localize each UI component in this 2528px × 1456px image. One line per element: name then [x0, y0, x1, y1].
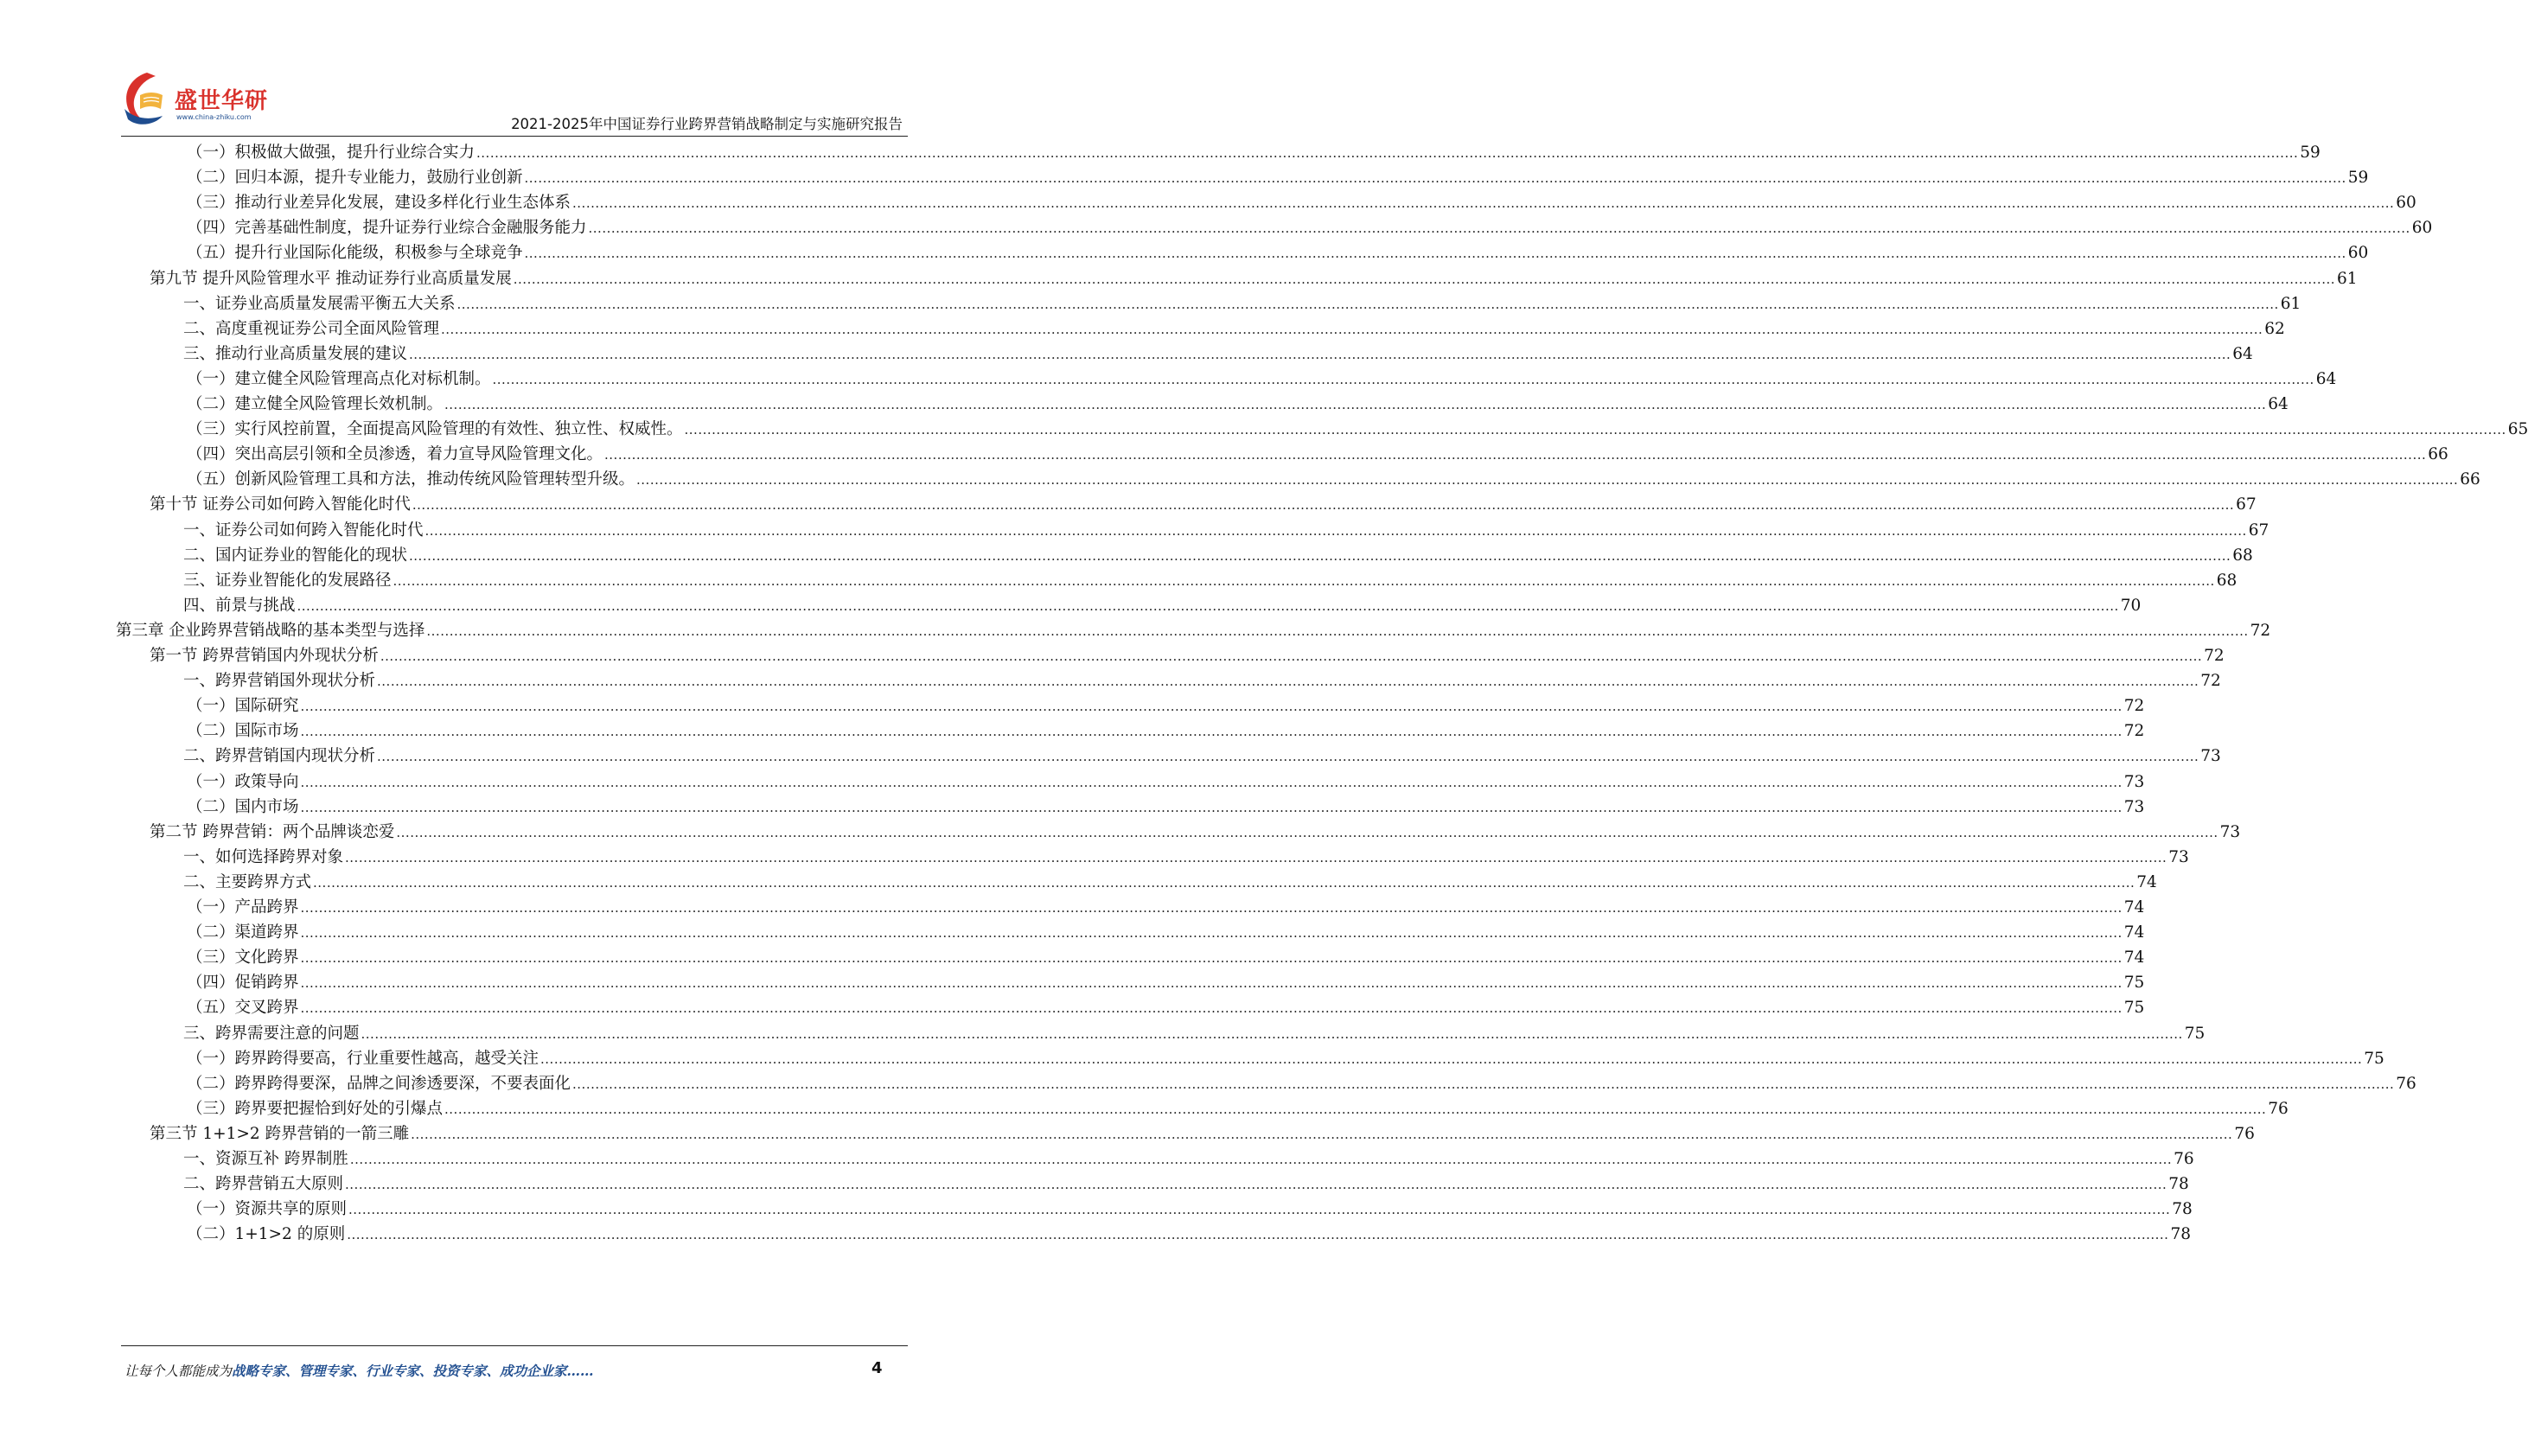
toc-dot-leader: ................................................................................................................................................................................................................................................................................................................................................................................................................: [411, 1126, 2233, 1142]
toc-dot-leader: ................................................................................................................................................................................................................................................................................................................................................................................................................: [572, 195, 2395, 212]
toc-entry-page: 68: [2232, 546, 2253, 565]
toc-dot-leader: ................................................................................................................................................................................................................................................................................................................................................................................................................: [300, 1000, 2123, 1017]
toc-entry-page: 64: [2232, 344, 2253, 363]
toc-entry[interactable]: [187, 367, 2337, 393]
toc-entry[interactable]: [183, 342, 2253, 367]
toc-entry-page: 72: [2123, 697, 2145, 716]
toc-entry-title: 第二节 跨界营销：两个品牌谈恋爱: [150, 822, 395, 841]
toc-dot-leader: ................................................................................................................................................................................................................................................................................................................................................................................................................: [300, 799, 2123, 815]
toc-entry[interactable]: [187, 970, 2145, 996]
toc-entry[interactable]: [187, 995, 2145, 1021]
toc-entry[interactable]: [187, 693, 2145, 719]
toc-entry-page: 78: [2170, 1225, 2191, 1244]
toc-dot-leader: ................................................................................................................................................................................................................................................................................................................................................................................................................: [476, 145, 2299, 161]
toc-entry-title: （一）产品跨界: [187, 898, 299, 916]
toc-dot-leader: ................................................................................................................................................................................................................................................................................................................................................................................................................: [297, 597, 2119, 614]
toc-entry-page: 75: [2123, 974, 2145, 993]
toc-dot-leader: ................................................................................................................................................................................................................................................................................................................................................................................................................: [396, 824, 2218, 840]
toc-entry[interactable]: [183, 568, 2238, 594]
toc-entry-title: （一）国际研究: [187, 697, 299, 716]
toc-entry-title: 一、跨界营销国外现状分析: [183, 672, 376, 691]
toc-entry-page: 61: [2337, 269, 2358, 288]
toc-entry-title: 二、国内证券业的智能化的现状: [183, 546, 408, 565]
toc-entry-title: （二）国内市场: [187, 797, 299, 816]
toc-entry-title: （四）突出高层引领和全员渗透，着力宣导风险管理文化。: [187, 445, 603, 464]
toc-entry-page: 73: [2168, 847, 2189, 866]
toc-entry[interactable]: [187, 1096, 2289, 1122]
toc-entry-title: 第九节 提升风险管理水平 推动证券行业高质量发展: [150, 269, 512, 288]
toc-dot-leader: ................................................................................................................................................................................................................................................................................................................................................................................................................: [441, 321, 2263, 337]
toc-entry-title: （二）跨界跨得要深，品牌之间渗透要深，不要表面化: [187, 1074, 571, 1093]
toc-dot-leader: ................................................................................................................................................................................................................................................................................................................................................................................................................: [300, 774, 2123, 790]
toc-entry-title: （三）推动行业差异化发展，建设多样化行业生态体系: [187, 194, 571, 213]
page-number: 4: [871, 1359, 883, 1377]
toc-entry[interactable]: [183, 518, 2269, 544]
toc-entry-title: 第十节 证券公司如何跨入智能化时代: [150, 495, 411, 514]
toc-entry-page: 74: [2136, 872, 2157, 891]
toc-entry[interactable]: [187, 1197, 2193, 1223]
toc-entry-title: 二、主要跨界方式: [183, 872, 312, 891]
toc-entry-page: 78: [2168, 1175, 2189, 1194]
toc-entry[interactable]: [183, 744, 2221, 770]
toc-entry-page: 74: [2123, 948, 2145, 967]
toc-entry-page: 73: [2200, 747, 2221, 766]
toc-entry-page: 67: [2236, 495, 2257, 514]
toc-dot-leader: ................................................................................................................................................................................................................................................................................................................................................................................................................: [524, 246, 2346, 262]
logo-url: www.china-zhiku.com: [176, 113, 252, 121]
toc-dot-leader: ................................................................................................................................................................................................................................................................................................................................................................................................................: [380, 648, 2203, 664]
toc-entry-title: 一、证券业高质量发展需平衡五大关系: [183, 294, 456, 313]
toc-dot-leader: ................................................................................................................................................................................................................................................................................................................................................................................................................: [409, 346, 2231, 362]
toc-entry[interactable]: [150, 1121, 2255, 1147]
toc-dot-leader: ................................................................................................................................................................................................................................................................................................................................................................................................................: [426, 623, 2249, 639]
toc-entry-title: 一、资源互补 跨界制胜: [183, 1150, 348, 1168]
toc-entry-title: 二、跨界营销五大原则: [183, 1175, 344, 1194]
toc-dot-leader: ................................................................................................................................................................................................................................................................................................................................................................................................................: [300, 699, 2123, 715]
toc-entry[interactable]: [183, 668, 2221, 694]
toc-entry-page: 60: [2347, 244, 2369, 263]
toc-entry[interactable]: [187, 467, 2480, 493]
toc-entry[interactable]: [187, 920, 2145, 946]
toc-entry-title: （四）完善基础性制度，提升证券行业综合金融服务能力: [187, 219, 587, 238]
toc-dot-leader: ................................................................................................................................................................................................................................................................................................................................................................................................................: [300, 975, 2123, 992]
toc-entry[interactable]: [187, 240, 2369, 266]
footer-slogan-emphasis: 战略专家、管理专家、行业专家、投资专家、成功企业家……: [232, 1363, 594, 1379]
header-divider: [121, 136, 908, 137]
toc-entry-title: 一、如何选择跨界对象: [183, 847, 344, 866]
toc-entry-title: （一）资源共享的原则: [187, 1200, 348, 1219]
toc-entry-title: （二）渠道跨界: [187, 923, 299, 942]
toc-entry[interactable]: [187, 442, 2448, 468]
toc-entry-title: （五）交叉跨界: [187, 999, 299, 1018]
toc-entry-title: 第三章 企业跨界营销战略的基本类型与选择: [116, 621, 425, 640]
toc-dot-leader: ................................................................................................................................................................................................................................................................................................................................................................................................................: [425, 522, 2247, 539]
toc-dot-leader: ................................................................................................................................................................................................................................................................................................................................................................................................................: [313, 874, 2135, 891]
toc-entry-page: 76: [2174, 1150, 2194, 1168]
toc-dot-leader: ................................................................................................................................................................................................................................................................................................................................................................................................................: [524, 170, 2346, 187]
toc-entry-title: （三）跨界要把握恰到好处的引爆点: [187, 1099, 444, 1118]
toc-dot-leader: ................................................................................................................................................................................................................................................................................................................................................................................................................: [412, 497, 2235, 514]
toc-entry[interactable]: [187, 895, 2145, 921]
toc-entry-title: （二）回归本源，提升专业能力，鼓励行业创新: [187, 169, 523, 188]
toc-entry-title: （二）建立健全风险管理长效机制。: [187, 395, 444, 413]
toc-entry-title: （一）建立健全风险管理高点化对标机制。: [187, 369, 491, 388]
toc-entry-page: 75: [2123, 999, 2145, 1018]
logo-brand-name: 盛世华研: [175, 88, 269, 114]
toc-dot-leader: ................................................................................................................................................................................................................................................................................................................................................................................................................: [300, 950, 2123, 967]
toc-entry-page: 67: [2248, 520, 2269, 540]
logo: [121, 69, 277, 130]
toc-entry[interactable]: [183, 1146, 2194, 1172]
toc-entry-page: 59: [2347, 169, 2369, 188]
toc-dot-leader: ................................................................................................................................................................................................................................................................................................................................................................................................................: [377, 749, 2199, 765]
toc-entry-title: （三）文化跨界: [187, 948, 299, 967]
toc-entry[interactable]: [183, 316, 2285, 342]
toc-entry[interactable]: [116, 618, 2271, 644]
toc-entry-page: 66: [2460, 470, 2480, 489]
toc-entry-page: 73: [2123, 797, 2145, 816]
toc-entry[interactable]: [183, 291, 2301, 317]
toc-entry-page: 78: [2172, 1200, 2193, 1219]
toc-entry[interactable]: [187, 945, 2145, 971]
toc-entry-title: （五）创新风险管理工具和方法，推动传统风险管理转型升级。: [187, 470, 635, 489]
toc-entry-page: 73: [2123, 772, 2145, 791]
toc-entry[interactable]: [187, 770, 2145, 795]
toc-entry-page: 62: [2264, 319, 2285, 338]
toc-entry-page: 72: [2250, 621, 2271, 640]
toc-dot-leader: ................................................................................................................................................................................................................................................................................................................................................................................................................: [300, 925, 2123, 942]
toc-entry-title: （二）国际市场: [187, 722, 299, 741]
toc-dot-leader: ................................................................................................................................................................................................................................................................................................................................................................................................................: [393, 572, 2215, 589]
toc-entry[interactable]: [187, 1071, 2416, 1097]
toc-dot-leader: ................................................................................................................................................................................................................................................................................................................................................................................................................: [636, 472, 2459, 489]
toc-entry-page: 65: [2507, 420, 2528, 439]
toc-dot-leader: ................................................................................................................................................................................................................................................................................................................................................................................................................: [345, 849, 2167, 865]
toc-dot-leader: ................................................................................................................................................................................................................................................................................................................................................................................................................: [684, 422, 2506, 438]
toc-entry[interactable]: [150, 820, 2241, 846]
toc-entry-title: 一、证券公司如何跨入智能化时代: [183, 520, 424, 540]
toc-entry-page: 74: [2123, 923, 2145, 942]
toc-entry[interactable]: [187, 190, 2416, 216]
toc-entry[interactable]: [183, 543, 2253, 569]
toc-entry-page: 61: [2280, 294, 2301, 313]
toc-entry[interactable]: [150, 643, 2225, 669]
toc-dot-leader: ................................................................................................................................................................................................................................................................................................................................................................................................................: [347, 1227, 2169, 1243]
toc-entry-page: 64: [2315, 369, 2337, 388]
footer-slogan-prefix: 让每个人都能成为: [124, 1363, 233, 1379]
toc-entry-page: 70: [2120, 596, 2142, 615]
toc-entry-page: 74: [2123, 898, 2145, 916]
toc-dot-leader: ................................................................................................................................................................................................................................................................................................................................................................................................................: [588, 220, 2410, 237]
toc-entry[interactable]: [187, 392, 2289, 418]
toc-entry-title: （一）政策导向: [187, 772, 299, 791]
toc-entry-title: 三、证券业智能化的发展路径: [183, 571, 392, 590]
toc-entry[interactable]: [150, 492, 2257, 518]
toc-entry-title: （五）提升行业国际化能级，积极参与全球竞争: [187, 244, 523, 263]
toc-entry-page: 72: [2123, 722, 2145, 741]
footer-divider: [121, 1345, 908, 1346]
toc-entry[interactable]: [187, 1046, 2384, 1072]
toc-entry-page: 72: [2200, 672, 2221, 691]
logo-swoosh-icon: [121, 69, 176, 130]
toc-entry-title: 三、跨界需要注意的问题: [183, 1024, 360, 1043]
toc-dot-leader: ................................................................................................................................................................................................................................................................................................................................................................................................................: [349, 1152, 2173, 1167]
toc-dot-leader: ................................................................................................................................................................................................................................................................................................................................................................................................................: [572, 1076, 2395, 1092]
toc-dot-leader: ................................................................................................................................................................................................................................................................................................................................................................................................................: [540, 1050, 2363, 1067]
toc-entry-page: 76: [2268, 1099, 2289, 1118]
page-header: [121, 69, 908, 135]
toc-dot-leader: ................................................................................................................................................................................................................................................................................................................................................................................................................: [604, 447, 2427, 463]
toc-entry-title: （一）积极做大做强，提升行业综合实力: [187, 144, 476, 162]
toc-entry-title: （四）促销跨界: [187, 974, 299, 993]
toc-entry[interactable]: [187, 140, 2321, 166]
toc-entry[interactable]: [187, 718, 2145, 744]
toc-dot-leader: ................................................................................................................................................................................................................................................................................................................................................................................................................: [513, 271, 2335, 287]
toc-entry-page: 75: [2184, 1024, 2206, 1043]
toc-entry-page: 76: [2234, 1124, 2255, 1143]
toc-entry[interactable]: [187, 165, 2369, 191]
toc-entry[interactable]: [187, 1222, 2191, 1248]
toc-dot-leader: ................................................................................................................................................................................................................................................................................................................................................................................................................: [456, 296, 2279, 312]
toc-entry-title: 第一节 跨界营销国内外现状分析: [150, 647, 379, 665]
toc-entry-page: 76: [2396, 1074, 2416, 1093]
toc-entry-page: 75: [2364, 1049, 2384, 1068]
toc-entry-title: （三）实行风控前置，全面提高风险管理的有效性、独立性、权威性。: [187, 420, 683, 439]
toc-entry[interactable]: [183, 593, 2142, 619]
toc-entry[interactable]: [183, 1021, 2206, 1047]
toc-dot-leader: ................................................................................................................................................................................................................................................................................................................................................................................................................: [492, 371, 2314, 387]
toc-dot-leader: ................................................................................................................................................................................................................................................................................................................................................................................................................: [348, 1202, 2171, 1218]
toc-entry-title: 第三节 1+1>2 跨界营销的一箭三雕: [150, 1124, 410, 1143]
toc-dot-leader: ................................................................................................................................................................................................................................................................................................................................................................................................................: [300, 724, 2123, 740]
toc-entry-title: 三、推动行业高质量发展的建议: [183, 344, 408, 363]
toc-dot-leader: ................................................................................................................................................................................................................................................................................................................................................................................................................: [409, 547, 2231, 564]
toc-entry[interactable]: [183, 870, 2157, 896]
toc-entry-page: 72: [2204, 647, 2225, 665]
toc-dot-leader: ................................................................................................................................................................................................................................................................................................................................................................................................................: [444, 397, 2267, 412]
toc-entry-title: 二、跨界营销国内现状分析: [183, 747, 376, 766]
toc-entry-page: 60: [2411, 219, 2433, 238]
toc-entry[interactable]: [183, 845, 2189, 871]
toc-entry-page: 66: [2428, 445, 2448, 464]
report-title: 2021-2025年中国证券行业跨界营销战略制定与实施研究报告: [511, 116, 903, 132]
toc-entry-page: 73: [2219, 822, 2241, 841]
toc-entry[interactable]: [183, 1172, 2189, 1197]
toc-entry-title: （二）1+1>2 的原则: [187, 1225, 346, 1244]
toc-entry-page: 60: [2396, 194, 2416, 213]
toc-dot-leader: ................................................................................................................................................................................................................................................................................................................................................................................................................: [377, 674, 2199, 690]
toc-entry-page: 59: [2300, 144, 2321, 162]
toc-dot-leader: ................................................................................................................................................................................................................................................................................................................................................................................................................: [345, 1177, 2167, 1193]
toc-entry-page: 68: [2216, 571, 2238, 590]
toc-entry[interactable]: [187, 795, 2145, 821]
toc-entry[interactable]: [150, 266, 2358, 292]
toc-dot-leader: ................................................................................................................................................................................................................................................................................................................................................................................................................: [300, 900, 2123, 916]
footer-slogan: [124, 1361, 594, 1380]
toc-entry[interactable]: [187, 417, 2528, 443]
toc-entry-page: 64: [2268, 395, 2289, 413]
toc-entry-title: （一）跨界跨得要高，行业重要性越高，越受关注: [187, 1049, 539, 1068]
toc-entry-title: 四、前景与挑战: [183, 596, 296, 615]
toc-entry-title: 二、高度重视证券公司全面风险管理: [183, 319, 440, 338]
toc-dot-leader: ................................................................................................................................................................................................................................................................................................................................................................................................................: [361, 1025, 2183, 1042]
toc-dot-leader: ................................................................................................................................................................................................................................................................................................................................................................................................................: [444, 1101, 2267, 1117]
toc-entry[interactable]: [187, 215, 2433, 241]
